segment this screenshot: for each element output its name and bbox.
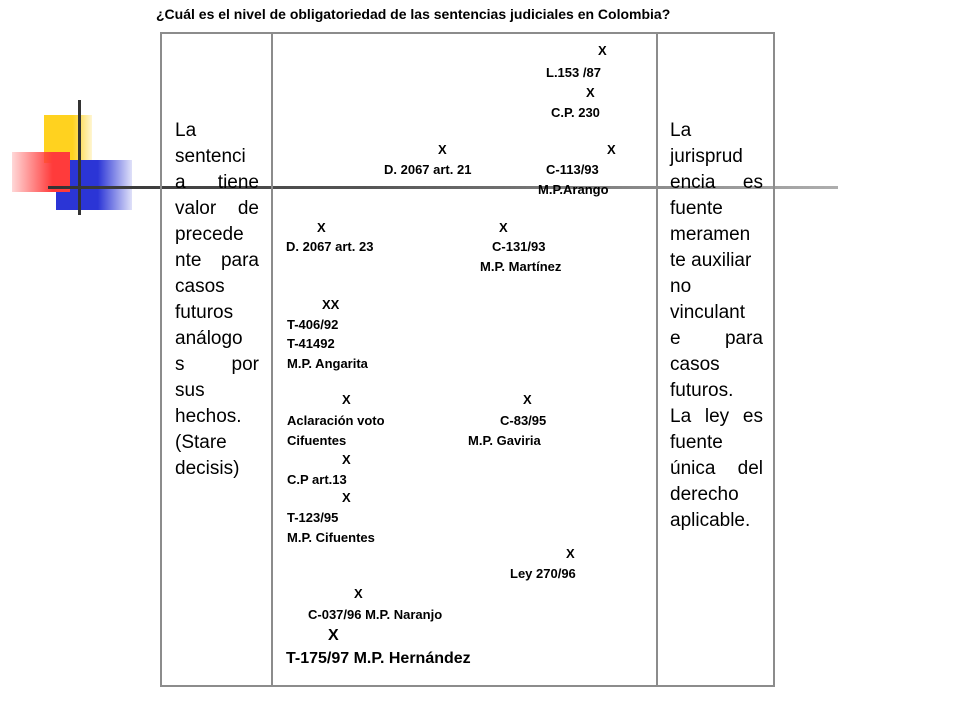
x-mark: X xyxy=(499,220,508,235)
right-column-text xyxy=(670,118,763,534)
x-mark: X xyxy=(566,546,575,561)
citation-label: C-131/93 xyxy=(492,239,546,254)
citation-label: T-175/97 M.P. Hernández xyxy=(286,650,471,667)
right-line: no xyxy=(670,276,692,297)
x-mark: X xyxy=(317,220,326,235)
right-line: única del xyxy=(670,458,763,479)
citation-label: C.P. 230 xyxy=(551,105,600,120)
left-line: análogo xyxy=(175,328,243,349)
left-line: decisis) xyxy=(175,458,240,479)
right-line: La xyxy=(670,120,692,141)
citation-label: T-41492 xyxy=(287,336,335,351)
x-mark: X xyxy=(342,392,351,407)
citation-label: M.P.Arango xyxy=(538,182,609,197)
x-mark: X xyxy=(586,85,595,100)
right-line: futuros. xyxy=(670,380,734,401)
left-line: valor de xyxy=(175,198,259,219)
vertical-line xyxy=(78,100,81,215)
left-line: a tiene xyxy=(175,172,259,193)
right-line: fuente xyxy=(670,432,723,453)
citation-label: C-83/95 xyxy=(500,413,547,428)
x-mark: X xyxy=(607,142,616,157)
right-line: La ley es xyxy=(670,406,763,427)
citation-label: M.P. Angarita xyxy=(287,356,368,371)
citation-label: Ley 270/96 xyxy=(510,566,576,581)
x-mark: X xyxy=(523,392,532,407)
comparison-table xyxy=(160,32,775,687)
column-divider-right xyxy=(656,34,658,685)
x-mark: X xyxy=(438,142,447,157)
x-mark: X xyxy=(342,452,351,467)
x-mark: X xyxy=(354,586,363,601)
right-line: e para xyxy=(670,328,763,349)
decorative-squares-logo xyxy=(12,100,132,215)
citation-label: C.P art.13 xyxy=(287,472,347,487)
x-mark: X xyxy=(598,43,607,58)
citation-label: Cifuentes xyxy=(287,433,347,448)
left-line: s por xyxy=(175,354,259,375)
left-line: futuros xyxy=(175,302,234,323)
right-line: aplicable. xyxy=(670,510,751,531)
column-divider-left xyxy=(271,34,273,685)
right-line: te auxiliar xyxy=(670,250,752,271)
citation-label: L.153 /87 xyxy=(546,65,601,80)
right-line: casos xyxy=(670,354,720,375)
x-mark: XX xyxy=(322,297,340,312)
right-line: jurisprud xyxy=(670,146,743,167)
x-mark: X xyxy=(342,490,351,505)
citation-label: D. 2067 art. 21 xyxy=(384,162,472,177)
citation-label: D. 2067 art. 23 xyxy=(286,239,374,254)
citation-label: C-113/93 xyxy=(546,162,599,177)
x-mark: X xyxy=(328,627,339,644)
left-line: casos xyxy=(175,276,225,297)
citation-label: Aclaración voto xyxy=(287,413,385,428)
right-line: encia es xyxy=(670,172,763,193)
citation-label: T-123/95 xyxy=(287,510,339,525)
right-line: meramen xyxy=(670,224,751,245)
citation-label: M.P. Gaviria xyxy=(468,433,541,448)
citation-label: T-406/92 xyxy=(287,317,339,332)
right-line: vinculant xyxy=(670,302,745,323)
left-line: (Stare xyxy=(175,432,227,453)
citation-label: M.P. Martínez xyxy=(480,259,562,274)
left-line: La xyxy=(175,120,197,141)
right-line: derecho xyxy=(670,484,739,505)
citation-label: C-037/96 M.P. Naranjo xyxy=(308,607,443,622)
page-title: ¿Cuál es el nivel de obligatoriedad de las sentencias judiciales en Colombia? xyxy=(156,6,671,22)
right-line: fuente xyxy=(670,198,723,219)
citation-label: M.P. Cifuentes xyxy=(287,530,375,545)
left-line: sus xyxy=(175,380,205,401)
left-line: sentenci xyxy=(175,146,246,167)
left-line: hechos. xyxy=(175,406,242,427)
left-line: nte para xyxy=(175,250,259,271)
left-line: precede xyxy=(175,224,244,245)
left-column-text xyxy=(175,118,259,482)
